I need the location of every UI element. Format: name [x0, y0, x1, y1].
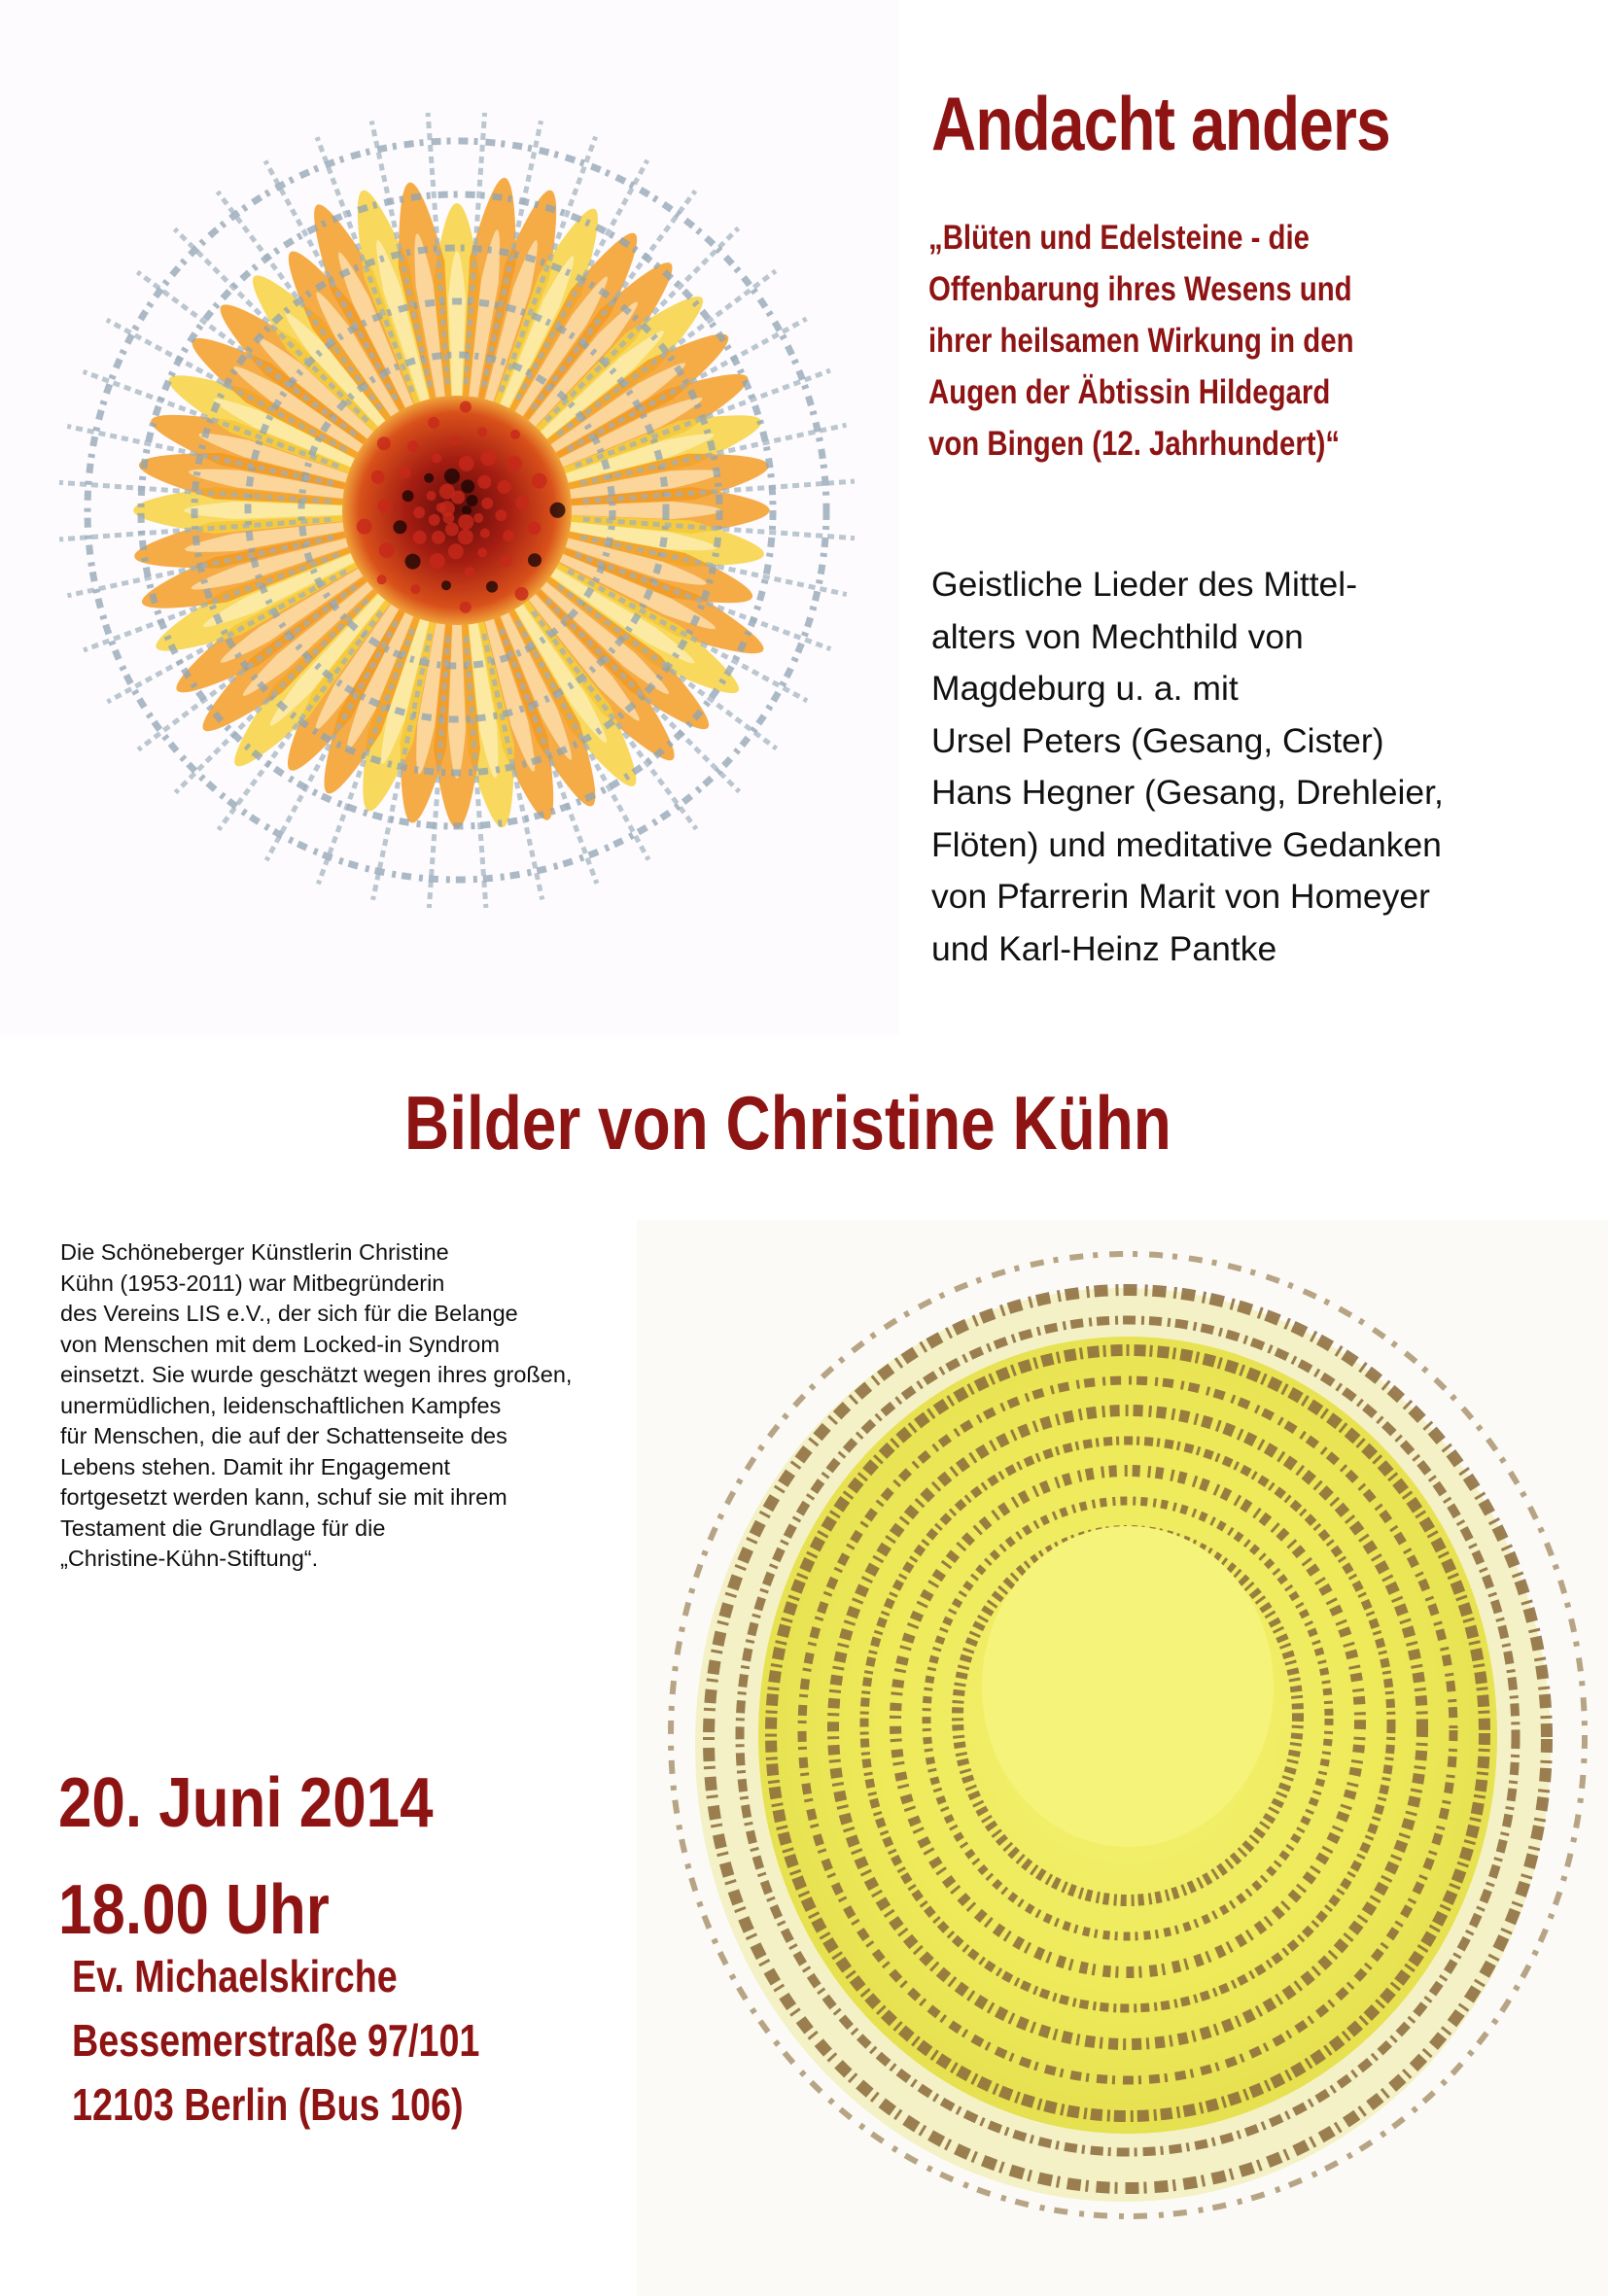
- event-datetime: [58, 1750, 434, 1964]
- bio-line: von Menschen mit dem Locked-in Syndrom: [60, 1331, 500, 1357]
- program-line: Magdeburg u. a. mit: [931, 669, 1239, 708]
- bio-line: Testament die Grundlage für die: [60, 1514, 386, 1541]
- event-subtitle-line: von Bingen (12. Jahrhundert)“: [928, 425, 1341, 463]
- bio-line: Die Schöneberger Künstlerin Christine: [60, 1239, 449, 1265]
- bio-line: für Menschen, die auf der Schattenseite des: [60, 1423, 507, 1448]
- bio-line: unermüdlichen, leidenschaftlichen Kampfes: [60, 1392, 502, 1418]
- program-line: von Pfarrerin Marit von Homeyer: [931, 877, 1430, 916]
- event-subtitle: [928, 212, 1354, 470]
- flower-painting: [0, 0, 899, 1035]
- event-date: 20. Juni 2014: [58, 1764, 434, 1842]
- event-title: Andacht anders: [931, 81, 1390, 166]
- bio-line: des Vereins LIS e.V., der sich für die Belange: [60, 1301, 518, 1326]
- exhibition-title: Bilder von Christine Kühn: [404, 1080, 1171, 1165]
- event-subtitle-line: Augen der Äbtissin Hildegard: [928, 373, 1331, 411]
- program-line: und Karl-Heinz Pantke: [931, 928, 1277, 968]
- mandala-center: [982, 1526, 1274, 1847]
- bio-line: „Christine-Kühn-Stiftung“.: [60, 1546, 319, 1571]
- event-time: 18.00 Uhr: [58, 1871, 330, 1949]
- mandala-painting: [637, 1220, 1608, 2296]
- bio-line: Lebens stehen. Damit ihr Engagement: [60, 1453, 451, 1479]
- program-line: Flöten) und meditative Gedanken: [931, 824, 1442, 864]
- flower-core: [342, 396, 572, 625]
- bio-line: Kühn (1953-2011) war Mitbegründerin: [60, 1270, 445, 1296]
- event-subtitle-line: Offenbarung ihres Wesens und: [928, 270, 1352, 308]
- venue-line: Ev. Michaelskirche: [72, 1951, 398, 2001]
- artist-bio: [60, 1237, 572, 1575]
- program-line: alters von Mechthild von: [931, 616, 1304, 656]
- event-subtitle-line: „Blüten und Edelsteine - die: [928, 219, 1311, 257]
- program-line: Hans Hegner (Gesang, Drehleier,: [931, 773, 1444, 812]
- program-line: Ursel Peters (Gesang, Cister): [931, 720, 1384, 760]
- bio-line: fortgesetzt werden kann, schuf sie mit ihrem: [60, 1484, 507, 1510]
- bio-line: einsetzt. Sie wurde geschätzt wegen ihres großen,: [60, 1362, 573, 1387]
- program-description: [931, 559, 1444, 975]
- event-subtitle-line: ihrer heilsamen Wirkung in den: [928, 322, 1354, 360]
- venue-address: [72, 1944, 479, 2137]
- venue-line: 12103 Berlin (Bus 106): [72, 2079, 464, 2130]
- program-line: Geistliche Lieder des Mittel-: [931, 565, 1358, 604]
- venue-line: Bessemerstraße 97/101: [72, 2015, 480, 2066]
